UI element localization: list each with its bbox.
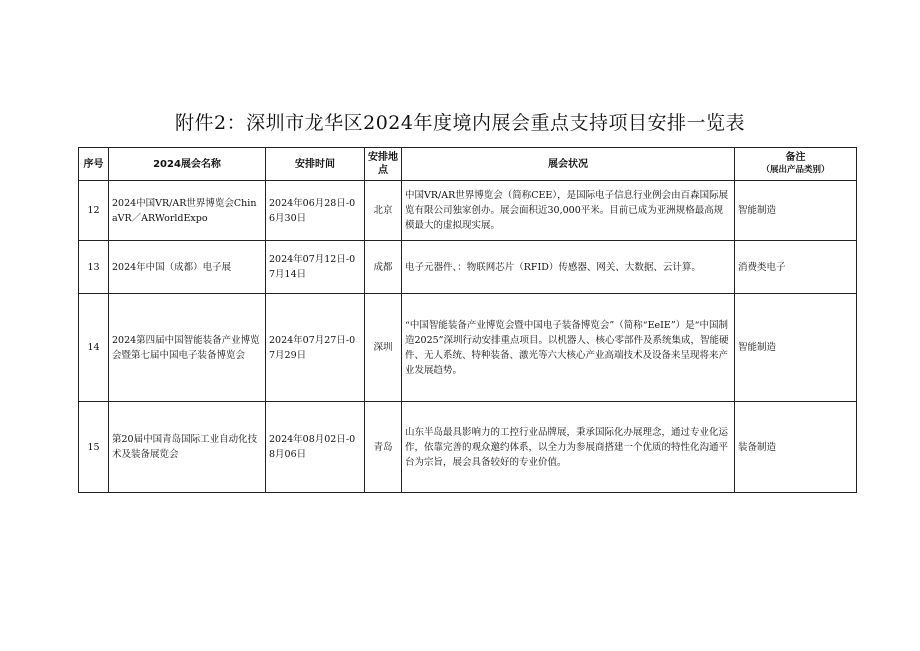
row-name: 2024年中国（成都）电子展 (109, 241, 266, 294)
row-location: 北京 (365, 181, 402, 241)
table-header-row (79, 148, 857, 181)
table-row (79, 181, 857, 241)
header-time: 安排时间 (266, 148, 365, 181)
row-time: 2024年07月12日-07月14日 (266, 241, 365, 294)
row-index: 12 (79, 181, 109, 241)
row-status: “中国智能装备产业博览会暨中国电子装备博览会”（简称“EeIE”）是“中国制造2025”深圳行动安排重点项目。以机器人、核心零部件及系统集成，智能硬件、无人系统、特种装备、激光等六大核心产业高端技术及设备来呈现将来产业发展趋势。 (402, 294, 735, 402)
table-row (79, 241, 857, 294)
row-status: 电子元器件、：物联网芯片（RFID）传感器、网关、大数据、云计算。 (402, 241, 735, 294)
row-time: 2024年07月27日-07月29日 (266, 294, 365, 402)
header-location: 安排地点 (365, 148, 402, 181)
row-status: 山东半岛最具影响力的工控行业品牌展，秉承国际化办展理念，通过专业化运作，依靠完善的观众邀约体系，以全力为参展商搭建一个优质的特性化沟通平台为宗旨，展会具备较好的专业价值。 (402, 402, 735, 493)
header-index: 序号 (79, 148, 109, 181)
header-status: 展会状况 (402, 148, 735, 181)
row-time: 2024年08月02日-08月06日 (266, 402, 365, 493)
table-row (79, 294, 857, 402)
row-note: 智能制造 (735, 181, 857, 241)
row-location: 深圳 (365, 294, 402, 402)
row-note: 智能制造 (735, 294, 857, 402)
row-status: 中国VR/AR世界博览会（简称CEE），是国际电子信息行业例会由百森国际展览有限公司独家创办。展会面积近30,000平米。目前已成为亚洲规格最高规模最大的虚拟现实展。 (402, 181, 735, 241)
header-name: 2024展会名称 (109, 148, 266, 181)
row-name: 第20届中国青岛国际工业自动化技术及装备展览会 (109, 402, 266, 493)
row-time: 2024年06月28日-06月30日 (266, 181, 365, 241)
header-note (735, 148, 857, 181)
row-location: 成都 (365, 241, 402, 294)
row-index: 15 (79, 402, 109, 493)
header-note-label: 备注 (785, 152, 806, 163)
row-location: 青岛 (365, 402, 402, 493)
row-index: 14 (79, 294, 109, 402)
row-index: 13 (79, 241, 109, 294)
header-note-sub: （展出产品类别） (761, 165, 830, 175)
row-name: 2024第四届中国智能装备产业博览会暨第七届中国电子装备博览会 (109, 294, 266, 402)
exhibition-table (78, 147, 857, 493)
row-name: 2024中国VR/AR世界博览会ChinaVR／ARWorldExpo (109, 181, 266, 241)
row-note: 装备制造 (735, 402, 857, 493)
row-note: 消费类电子 (735, 241, 857, 294)
table-row (79, 402, 857, 493)
document-title: 附件2：深圳市龙华区2024年度境内展会重点支持项目安排一览表 (175, 112, 745, 134)
